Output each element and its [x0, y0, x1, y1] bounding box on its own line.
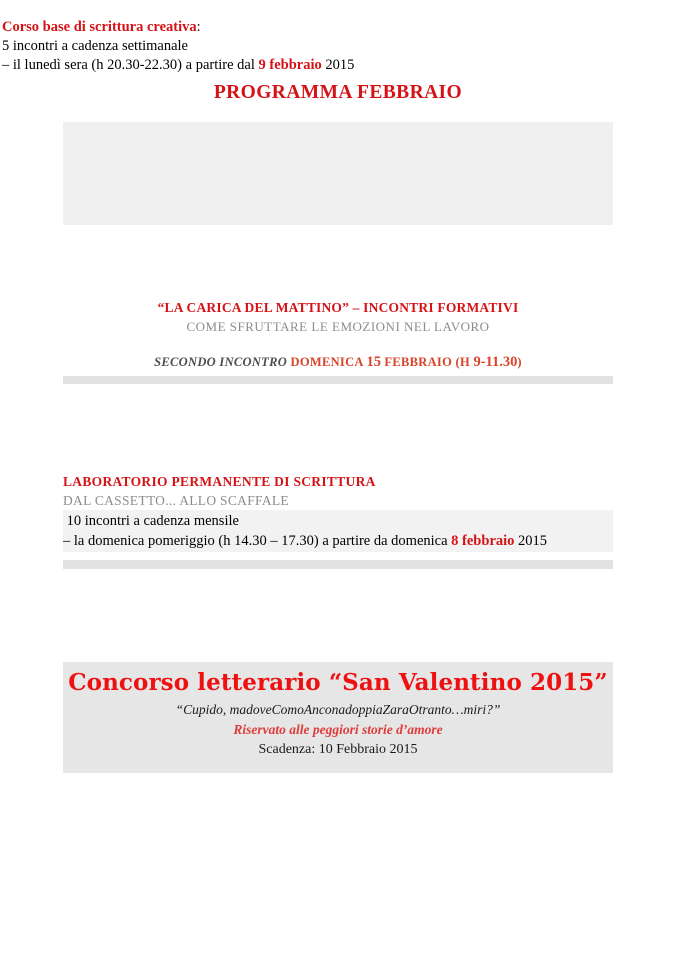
corso-base-heading-line: [2, 18, 548, 37]
laboratorio-line-2-suffix: 2015: [514, 533, 548, 549]
divider-bar-upper: [63, 376, 613, 384]
concorso-reserved-note: Riservato alle peggiori storie d’amore: [233, 722, 443, 737]
laboratorio-line-2-prefix: – la domenica pomeriggio (h 14.30 – 17.30) a partire da domenica: [63, 533, 452, 549]
corso-base-line-3-prefix: – il lunedì sera (h 20.30-22.30) a partire dal: [2, 57, 259, 73]
section-laboratorio-headings: [63, 473, 613, 510]
meeting-month: FEBBRAIO: [381, 355, 453, 369]
corso-base-line-2: 5 incontri a cadenza settimanale: [2, 38, 188, 54]
section-concorso-block: [63, 662, 613, 773]
meeting-day: DOMENICA: [287, 355, 367, 369]
meeting-label: SECONDO INCONTRO: [154, 355, 288, 369]
meeting-time-close: ): [517, 355, 522, 369]
section-corso-base-block: [63, 122, 613, 225]
section-corso-base-text: [2, 18, 548, 75]
corso-base-line-3: [2, 56, 548, 75]
laboratorio-line-1: 10 incontri a cadenza mensile: [63, 513, 239, 529]
concorso-title: Concorso letterario “San Valentino 2015”: [68, 669, 608, 696]
laboratorio-line-2: [63, 531, 613, 551]
meeting-time-open: (H: [452, 355, 474, 369]
carica-mattino-meeting-line: [0, 354, 676, 371]
carica-mattino-title: “LA CARICA DEL MATTINO” – INCONTRI FORMATIVI: [157, 300, 519, 315]
concorso-deadline: Scadenza: 10 Febbraio 2015: [258, 742, 418, 757]
laboratorio-subheading: DAL CASSETTO... ALLO SCAFFALE: [63, 493, 289, 508]
section-laboratorio-text: [63, 511, 613, 551]
section-carica-mattino: [0, 300, 676, 371]
corso-base-line-3-suffix: 2015: [321, 57, 355, 73]
divider-bar-lower: [63, 560, 613, 569]
corso-base-start-date: 9 febbraio: [258, 57, 322, 73]
corso-base-heading-colon: :: [196, 19, 201, 35]
page-title: PROGRAMMA FEBBRAIO: [213, 82, 463, 103]
meeting-time: 9-11.30: [473, 354, 518, 370]
corso-base-heading: Corso base di scrittura creativa: [2, 19, 197, 35]
laboratorio-start-date: 8 febbraio: [451, 533, 515, 549]
laboratorio-heading: LABORATORIO PERMANENTE DI SCRITTURA: [63, 474, 376, 489]
carica-mattino-subtitle: COME SFRUTTARE LE EMOZIONI NEL LAVORO: [186, 319, 490, 334]
concorso-quote: “Cupido, madoveComoAnconadoppiaZaraOtranto…miri?”: [175, 702, 501, 717]
meeting-date-number: 15: [366, 354, 381, 370]
